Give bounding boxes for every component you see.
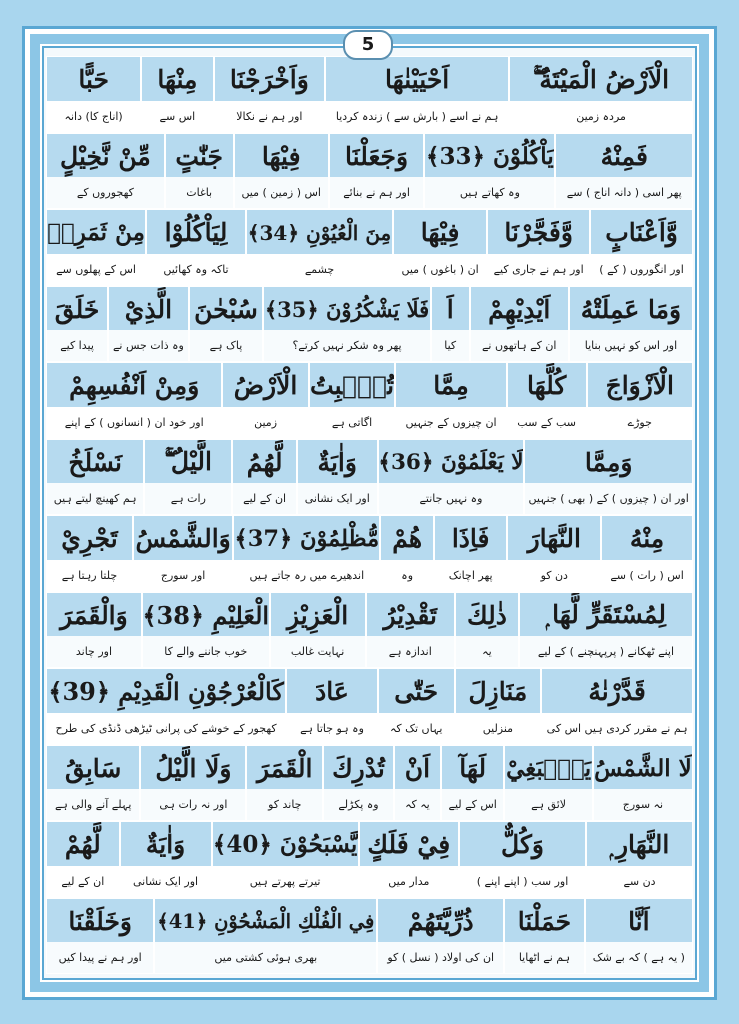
arabic-word: مُّظْلِمُوْنَ ﴿37﴾ [234, 516, 379, 561]
verse-row [46, 592, 693, 669]
arabic-word: وَاٰيَةٌ [298, 440, 377, 485]
arabic-word: يَنْۢبَغِيْ [505, 746, 591, 791]
word-cell [233, 515, 380, 592]
arabic-word: سَابِقُ [47, 746, 139, 791]
urdu-translation: رات ہے [145, 483, 231, 514]
verse-row [46, 56, 693, 133]
urdu-translation: منزلیں [456, 713, 541, 744]
word-cell [434, 515, 508, 592]
urdu-translation: ہم نے مقرر کردی ہیں اس کی [542, 713, 692, 744]
translation-grid [46, 56, 693, 975]
arabic-word: وَاٰيَةٌ [121, 822, 211, 867]
urdu-translation: اور نہ رات ہی [141, 789, 245, 820]
arabic-word: فِيْهَا [235, 134, 328, 179]
urdu-translation: وہ ذات جس نے [109, 330, 188, 361]
word-cell [590, 209, 693, 286]
arabic-word: قَدَّرْنٰهُ [542, 669, 692, 714]
word-cell [46, 745, 140, 822]
arabic-word: فِيْ فَلَكٍ [360, 822, 458, 867]
word-cell [286, 668, 378, 745]
word-cell [141, 56, 213, 133]
urdu-translation: اس ( رات ) سے [602, 560, 692, 591]
arabic-word: وَّاَعْنَابٍ [591, 210, 692, 255]
word-cell [46, 56, 141, 133]
arabic-word: الْقَمَرَ [247, 746, 322, 791]
urdu-translation: ان کے ہاتھوں نے [471, 330, 568, 361]
arabic-word: الْاَرْضُ الْمَيْتَةُ ۖۚ [510, 57, 692, 102]
urdu-translation: اور ہم نے بنائے [330, 177, 423, 208]
arabic-word: تُنْۢبِتُ [310, 363, 394, 408]
urdu-translation: دن سے [587, 866, 692, 897]
arabic-word: مِنَ الْعُيُوْنِ ﴿34﴾ [247, 210, 392, 255]
arabic-word: هُمْ [381, 516, 432, 561]
word-cell [154, 898, 377, 975]
arabic-word: وَكُلٌّ [460, 822, 585, 867]
word-cell [214, 56, 326, 133]
word-cell [46, 286, 108, 363]
arabic-word: لِيَاْكُلُوْا [147, 210, 245, 255]
verse-row [46, 668, 693, 745]
urdu-translation: کیا [432, 330, 469, 361]
urdu-translation: پاک ہے [190, 330, 262, 361]
word-cell [46, 515, 133, 592]
arabic-word: لَهَآ [442, 746, 503, 791]
word-cell [541, 668, 693, 745]
arabic-word: خَلَقَ [47, 287, 107, 332]
word-cell [140, 745, 246, 822]
urdu-translation: کھجور کے خوشے کی پرانی ٹیڑھی ڈنڈی کی طرح [47, 713, 285, 744]
urdu-translation: ہم نے اسے ( بارش سے ) زندہ کردیا [326, 101, 508, 132]
word-cell [424, 133, 555, 210]
word-cell [133, 515, 233, 592]
urdu-translation: دن کو [508, 560, 600, 591]
arabic-word: يَاْكُلُوْنَ ﴿33﴾ [425, 134, 554, 179]
word-cell [509, 56, 693, 133]
page-number: 5 [343, 30, 393, 60]
word-cell [380, 515, 433, 592]
arabic-word: فِي الْفُلْكِ الْمَشْحُوْنِ ﴿41﴾ [155, 899, 376, 944]
word-cell [46, 898, 154, 975]
word-cell [329, 133, 424, 210]
urdu-translation: زمین [223, 407, 307, 438]
urdu-translation: پھر اسی ( دانہ اناج ) سے [556, 177, 692, 208]
urdu-translation: اور ہم نے جاری کیے [488, 254, 589, 285]
arabic-word: وَجَعَلْنَا [330, 134, 423, 179]
urdu-translation: چاند کو [247, 789, 322, 820]
arabic-word: وَمِنْ اَنْفُسِهِمْ [47, 363, 221, 408]
arabic-word: يَّسْبَحُوْنَ ﴿40﴾ [213, 822, 358, 867]
arabic-word: اَيْدِيْهِمْ [471, 287, 568, 332]
word-cell [507, 362, 587, 439]
urdu-translation: باغات [166, 177, 233, 208]
urdu-translation: اور انگوروں ( کے ) [591, 254, 692, 285]
urdu-translation: (اناج کا) دانہ [47, 101, 140, 132]
urdu-translation: بھری ہوئی کشتی میں [155, 942, 376, 973]
arabic-word: فَاِذَا [435, 516, 507, 561]
urdu-translation: اور ان ( چیزوں ) کے ( بھی ) جنہیں [525, 483, 692, 514]
arabic-word: سُبْحٰنَ [190, 287, 262, 332]
verse-row [46, 286, 693, 363]
arabic-word: الْعَزِيْزِ [271, 593, 365, 638]
urdu-translation: ان کے لیے [47, 866, 119, 897]
word-cell [142, 592, 270, 669]
word-cell [46, 592, 142, 669]
arabic-word: وَّفَجَّرْنَا [488, 210, 589, 255]
word-cell [455, 592, 519, 669]
urdu-translation: چشمے [247, 254, 392, 285]
word-cell [555, 133, 693, 210]
arabic-word: اَ [432, 287, 469, 332]
word-cell [377, 898, 504, 975]
urdu-translation: اس سے [142, 101, 212, 132]
word-cell [455, 668, 542, 745]
word-cell [222, 362, 308, 439]
verse-row [46, 515, 693, 592]
arabic-word: حَمَلْنَا [505, 899, 583, 944]
arabic-word: عَادَ [287, 669, 377, 714]
urdu-translation: چلتا رہتا ہے [47, 560, 132, 591]
word-cell [46, 668, 286, 745]
urdu-translation: اس کے لیے [442, 789, 503, 820]
arabic-word: وَخَلَقْنَا [47, 899, 153, 944]
arabic-word: نَسْلَخُ [47, 440, 143, 485]
verse-row [46, 439, 693, 516]
urdu-translation: اپنے ٹھکانے ( پرپہنچنے ) کے لیے [520, 636, 692, 667]
urdu-translation: یہ [456, 636, 518, 667]
urdu-translation: نہ سورج [594, 789, 692, 820]
arabic-word: مِنْهُ [602, 516, 692, 561]
urdu-translation: یہاں تک کہ [379, 713, 454, 744]
word-cell [323, 745, 394, 822]
arabic-word: النَّهَارَ [508, 516, 600, 561]
arabic-word: تَقْدِيْرُ [367, 593, 454, 638]
word-cell [263, 286, 431, 363]
word-cell [507, 515, 601, 592]
urdu-translation: مدار میں [360, 866, 458, 897]
arabic-word: مِّنْ نَّخِيْلٍ [47, 134, 164, 179]
urdu-translation: جوڑے [588, 407, 692, 438]
arabic-word: الْاَرْضُ [223, 363, 307, 408]
word-cell [144, 439, 232, 516]
arabic-word: مِمَّا [396, 363, 505, 408]
word-cell [270, 592, 366, 669]
word-cell [359, 821, 459, 898]
urdu-translation: لائق ہے [505, 789, 591, 820]
word-cell [504, 745, 592, 822]
urdu-translation: مردہ زمین [510, 101, 692, 132]
word-cell [146, 209, 246, 286]
word-cell [120, 821, 212, 898]
arabic-word: حَبًّا [47, 57, 140, 102]
word-cell [325, 56, 509, 133]
arabic-word: الَّيْلُ ۚۖ [145, 440, 231, 485]
urdu-translation: تاکہ وہ کھائیں [147, 254, 245, 285]
urdu-translation: اور چاند [47, 636, 141, 667]
urdu-translation: کھجوروں کے [47, 177, 164, 208]
urdu-translation: تیرتے پھرتے ہیں [213, 866, 358, 897]
urdu-translation: اگاتی ہے [310, 407, 394, 438]
arabic-word: حَتّٰى [379, 669, 454, 714]
word-cell [519, 592, 693, 669]
word-cell [378, 439, 525, 516]
urdu-translation: اور خود ان ( انسانوں ) کے اپنے [47, 407, 221, 438]
urdu-translation: ان کے لیے [233, 483, 296, 514]
arabic-word: ذُرِّيَّتَهُمْ [378, 899, 503, 944]
arabic-word: فِيْهَا [394, 210, 486, 255]
arabic-word: جَنّٰتٍ [166, 134, 233, 179]
word-cell [246, 209, 393, 286]
arabic-word: اَنْ [395, 746, 440, 791]
word-cell [212, 821, 359, 898]
urdu-translation: اندھیرے میں رہ جاتے ہیں [234, 560, 379, 591]
arabic-word: لَّهُمُ [233, 440, 296, 485]
arabic-word: النَّهَارِ ۭ [587, 822, 692, 867]
urdu-translation: یہ کہ [395, 789, 440, 820]
urdu-translation: اندازہ ہے [367, 636, 454, 667]
word-cell [593, 745, 693, 822]
word-cell [165, 133, 234, 210]
word-cell [394, 745, 441, 822]
urdu-translation: پھر وہ شکر نہیں کرتے؟ [264, 330, 430, 361]
arabic-word: ذٰلِكَ [456, 593, 518, 638]
urdu-translation: سب کے سب [508, 407, 586, 438]
word-cell [441, 745, 504, 822]
word-cell [378, 668, 455, 745]
word-cell [108, 286, 189, 363]
verse-row [46, 133, 693, 210]
arabic-word: الْعَلِيْمِ ﴿38﴾ [143, 593, 269, 638]
arabic-word: فَمِنْهُ [556, 134, 692, 179]
urdu-translation: خوب جاننے والے کا [143, 636, 269, 667]
word-cell [586, 821, 693, 898]
word-cell [487, 209, 590, 286]
word-cell [234, 133, 329, 210]
word-cell [297, 439, 378, 516]
word-cell [46, 821, 120, 898]
arabic-word: اَنَّا [586, 899, 692, 944]
urdu-translation: اور ہم نے نکالا [215, 101, 325, 132]
verse-row [46, 745, 693, 822]
urdu-translation: وہ پکڑلے [324, 789, 393, 820]
urdu-translation: ان کی اولاد ( نسل ) کو [378, 942, 503, 973]
urdu-translation: وہ کھاتے ہیں [425, 177, 554, 208]
arabic-word: كَالْعُرْجُوْنِ الْقَدِيْمِ ﴿39﴾ [47, 669, 285, 714]
urdu-translation: ان ( باغوں ) میں [394, 254, 486, 285]
urdu-translation: اور سب ( اپنے اپنے ) [460, 866, 585, 897]
word-cell [470, 286, 569, 363]
word-cell [46, 133, 165, 210]
arabic-word: لَّهُمْ [47, 822, 119, 867]
verse-row [46, 898, 693, 975]
urdu-translation: وہ نہیں جانتے [379, 483, 524, 514]
verse-row [46, 209, 693, 286]
word-cell [393, 209, 487, 286]
arabic-word: مِنْهَا [142, 57, 212, 102]
arabic-word: الَّذِيْ [109, 287, 188, 332]
arabic-word: وَمِمَّا [525, 440, 692, 485]
arabic-word: فَلَا يَشْكُرُوْنَ ﴿35﴾ [264, 287, 430, 332]
arabic-word: تَجْرِيْ [47, 516, 132, 561]
arabic-word: الْاَزْوَاجَ [588, 363, 692, 408]
arabic-word: كُلَّهَا [508, 363, 586, 408]
urdu-translation: پیدا کیے [47, 330, 107, 361]
urdu-translation: اس ( زمین ) میں [235, 177, 328, 208]
urdu-translation: ہم کھینچ لیتے ہیں [47, 483, 143, 514]
arabic-word: اَحْيَيْنٰهَا [326, 57, 508, 102]
arabic-word: لَا الشَّمْسُ [594, 746, 692, 791]
word-cell [46, 209, 146, 286]
urdu-translation: ہم نے اٹھایا [505, 942, 583, 973]
word-cell [459, 821, 586, 898]
word-cell [587, 362, 693, 439]
arabic-word: تُدْرِكَ [324, 746, 393, 791]
word-cell [601, 515, 693, 592]
urdu-translation: وہ ہو جاتا ہے [287, 713, 377, 744]
arabic-word: وَمَا عَمِلَتْهُ [570, 287, 692, 332]
word-cell [524, 439, 693, 516]
word-cell [569, 286, 693, 363]
urdu-translation: اور ہم نے پیدا کیں [47, 942, 153, 973]
arabic-word: وَاَخْرَجْنَا [215, 57, 325, 102]
urdu-translation: ( یہ ہے ) کہ بے شک [586, 942, 692, 973]
word-cell [46, 439, 144, 516]
urdu-translation: وہ [381, 560, 432, 591]
word-cell [246, 745, 323, 822]
word-cell [309, 362, 395, 439]
word-cell [504, 898, 584, 975]
urdu-translation: پہلے آنے والی ہے [47, 789, 139, 820]
urdu-translation: نہایت غالب [271, 636, 365, 667]
word-cell [431, 286, 470, 363]
arabic-word: وَلَا الَّيْلُ [141, 746, 245, 791]
arabic-word: مَنَازِلَ [456, 669, 541, 714]
verse-row [46, 362, 693, 439]
arabic-word: لِمُسْتَقَرٍّ لَّهَا ۭ [520, 593, 692, 638]
arabic-word: مِنْ ثَمَرِهٖ [47, 210, 145, 255]
urdu-translation: ان چیزوں کے جنہیں [396, 407, 505, 438]
arabic-word: وَالشَّمْسُ [134, 516, 232, 561]
verse-row [46, 821, 693, 898]
urdu-translation: اور ایک نشانی [298, 483, 377, 514]
word-cell [189, 286, 263, 363]
word-cell [585, 898, 693, 975]
arabic-word: لَا يَعْلَمُوْنَ ﴿36﴾ [379, 440, 524, 485]
urdu-translation: اس کے پھلوں سے [47, 254, 145, 285]
word-cell [232, 439, 297, 516]
word-cell [46, 362, 222, 439]
urdu-translation: پھر اچانک [435, 560, 507, 591]
arabic-word: وَالْقَمَرَ [47, 593, 141, 638]
word-cell [366, 592, 455, 669]
urdu-translation: اور ایک نشانی [121, 866, 211, 897]
urdu-translation: اور سورج [134, 560, 232, 591]
urdu-translation: اور اس کو نہیں بنایا [570, 330, 692, 361]
word-cell [395, 362, 506, 439]
